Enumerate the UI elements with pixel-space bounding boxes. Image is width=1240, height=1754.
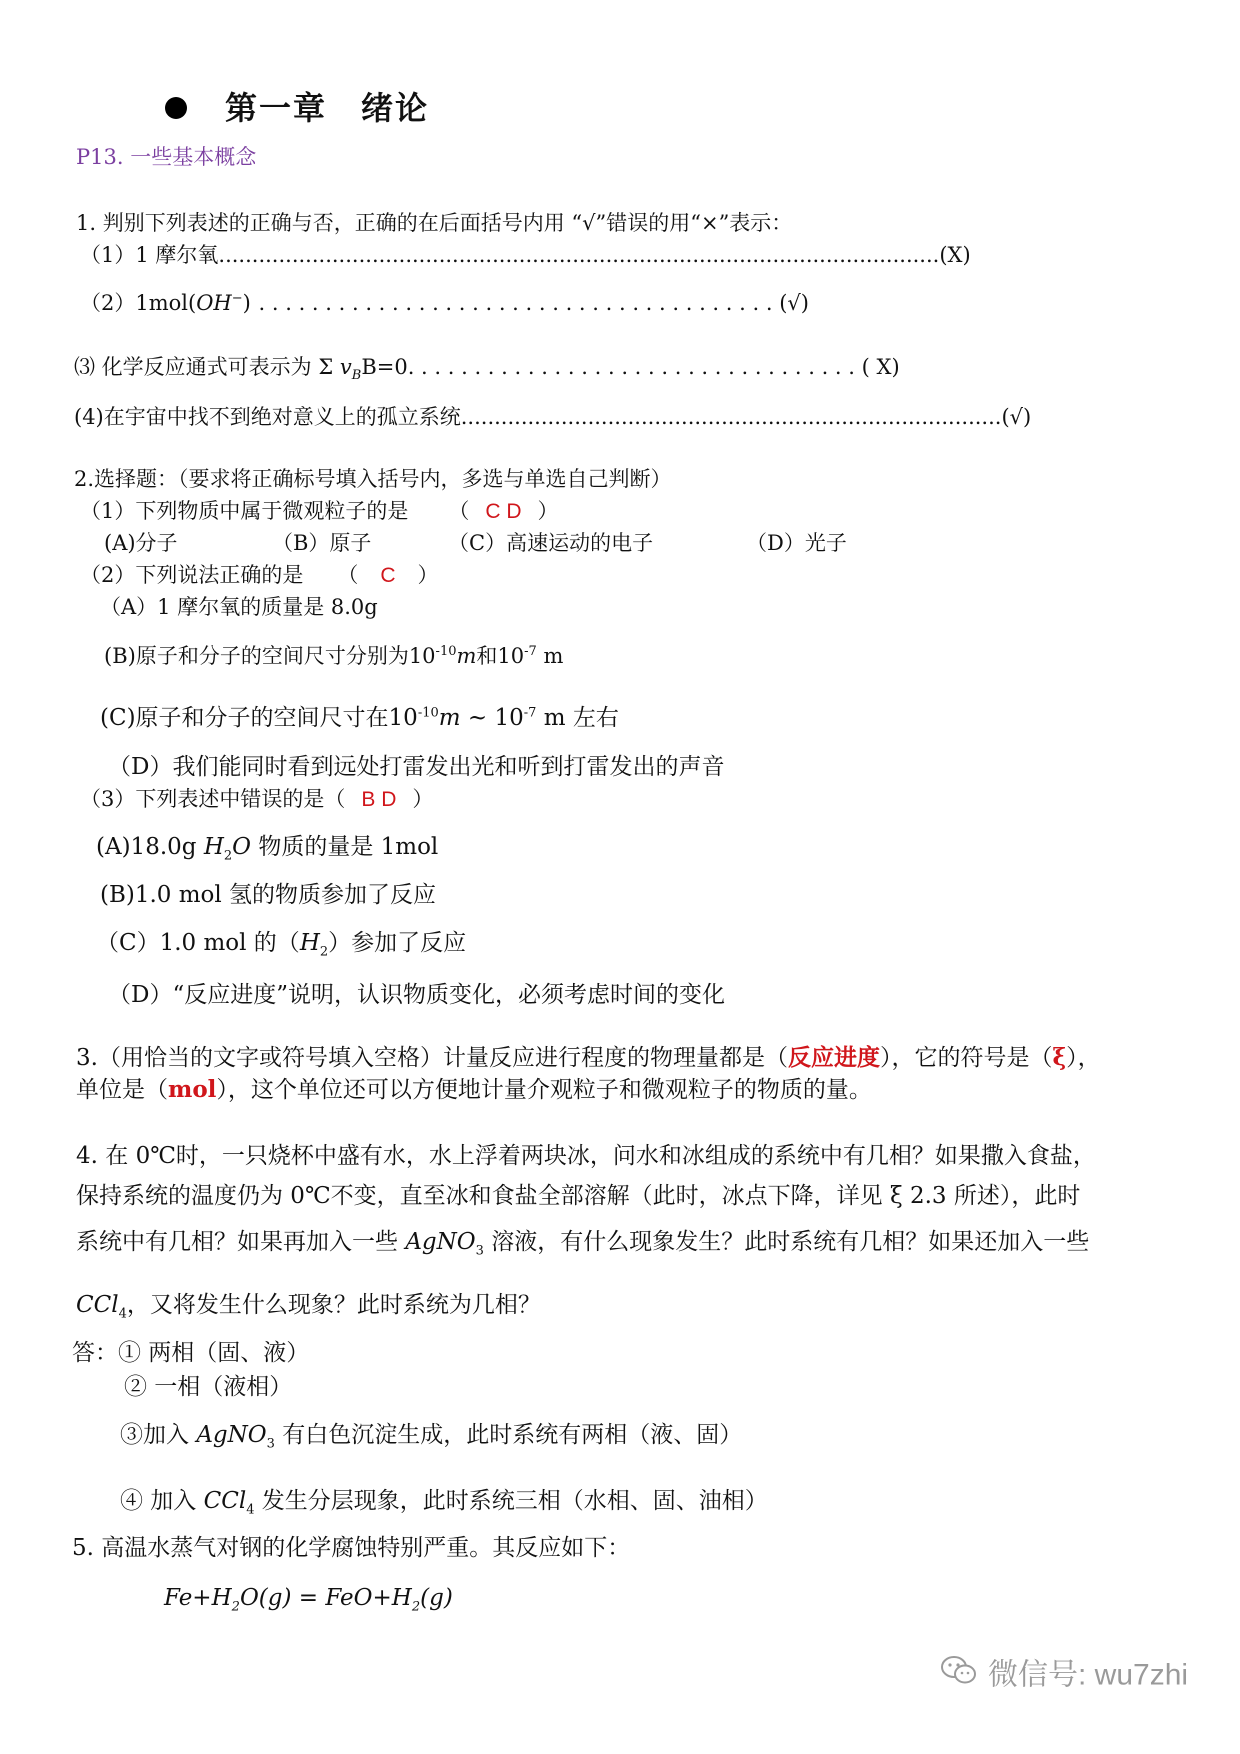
q3-line1: 3.（用恰当的文字或符号填入空格）计量反应进行程度的物理量都是（反应进度），它的符号是（ξ）， [76,1044,1101,1071]
q2-sub2-opt-c: (C)原子和分子的空间尺寸在$10^{-10}m$ ~ $10^{-7}$ m 左右 [100,705,619,731]
q3-answer-3: mol [168,1076,217,1103]
q1-item-2: （2）1mol(OH−) . . . . . . . . . . . . . . . . . . . . . . . . . . . . . . . . . . . . . . . (√) [80,291,809,315]
q4-line2: 保持系统的温度仍为 0℃不变，直至冰和食盐全部溶解（此时，冰点下降，详见 ξ 2.3 所述），此时 [76,1183,1081,1209]
section-label: P13. 一些基本概念 [76,145,257,169]
q2-sub1-opt-d: （D）光子 [746,531,847,555]
q2-sub1-opt-c: （C）高速运动的电子 [448,531,654,555]
q4-answer-2: ② 一相（液相） [124,1374,293,1400]
q2-sub1-opt-a: (A)分子 [104,531,178,555]
chapter-heading [165,88,429,128]
q1-item-4: (4)在宇宙中找不到绝对意义上的孤立系统.................................................................................(√) [74,405,1032,429]
q4-answer-3: ③加入 AgNO$_3$ 有白色沉淀生成，此时系统有两相（液、固） [120,1422,743,1452]
q3-answer-2: ξ [1052,1044,1067,1071]
q2-sub3-opt-b: (B)1.0 mol 氢的物质参加了反应 [100,882,437,908]
q5-stem: 5. 高温水蒸气对钢的化学腐蚀特别严重。其反应如下： [72,1535,631,1561]
q4-line1: 4. 在 0℃时，一只烧杯中盛有水，水上浮着两块冰，问水和冰组成的系统中有几相？如果撒入食盐， [76,1143,1096,1169]
q2-sub1-answer: C D [485,500,522,523]
q2-sub3-answer: B D [361,788,397,811]
watermark-id: wu7zhi [1094,1658,1189,1692]
q1-item-1: （1）1 摩尔氧............................................................................................................(X) [80,243,971,267]
q4-line3: 系统中有几相？如果再加入一些 AgNO$_3$ 溶液，有什么现象发生？此时系统有几相？如果还加入一些 [76,1229,1090,1259]
q2-sub2: （2）下列说法正确的是 （ C ） [80,563,439,587]
q2-sub3: （3）下列表述中错误的是（ B D ） [80,787,434,811]
q3-answer-1: 反应进度 [787,1044,880,1071]
q2-sub2-opt-b: (B)原子和分子的空间尺寸分别为$10^{-10}m$和$10^{-7}$ m [104,644,564,668]
q4-answer-4: ④ 加入 CCl$_4$ 发生分层现象，此时系统三相（水相、固、油相） [120,1488,768,1518]
chapter-title: 第一章 绪论 [225,89,430,127]
q2-sub1: （1）下列物质中属于微观粒子的是 （ C D ） [80,499,559,523]
q1-stem: 1. 判别下列表述的正确与否，正确的在后面括号内用 “√”错误的用“×”表示： [76,211,793,235]
q2-sub3-opt-c: （C）1.0 mol 的$(H_2)$参加了反应 [96,930,467,960]
q3-line2: 单位是（mol），这个单位还可以方便地计量介观粒子和微观粒子的物质的量。 [76,1076,872,1103]
watermark-label: 微信号: [988,1658,1095,1692]
q2-stem: 2.选择题：（要求将正确标号填入括号内，多选与单选自己判断） [74,467,672,491]
q2-sub3-opt-d: （D）“反应进度”说明，认识物质变化，必须考虑时间的变化 [108,982,725,1008]
q2-sub2-answer: C [380,564,396,587]
q4-answer-1: 答：① 两相（固、液） [72,1340,310,1366]
watermark [940,1654,1188,1699]
q2-sub1-opt-b: （B）原子 [272,531,372,555]
wechat-icon [940,1654,978,1699]
q2-sub2-opt-a: （A）1 摩尔氧的质量是 8.0g [100,595,378,619]
q1-item-3: ⑶ 化学反应通式可表示为 Σ $v_BB=0$. . . . . . . . . . . . . . . . . . . . . . . . . . . . . . . . . . ( X) [74,355,900,384]
bullet-icon [165,97,187,119]
q5-equation: $Fe+H_2O(g) = FeO+H_2(g)$ [164,1585,453,1615]
q2-sub3-opt-a: (A)18.0g $H_2O$ 物质的量是 1mol [96,834,439,864]
q2-sub2-opt-d: （D）我们能同时看到远处打雷发出光和听到打雷发出的声音 [108,754,725,780]
q4-line4: CCl$_4$，又将发生什么现象？此时系统为几相？ [76,1292,541,1322]
